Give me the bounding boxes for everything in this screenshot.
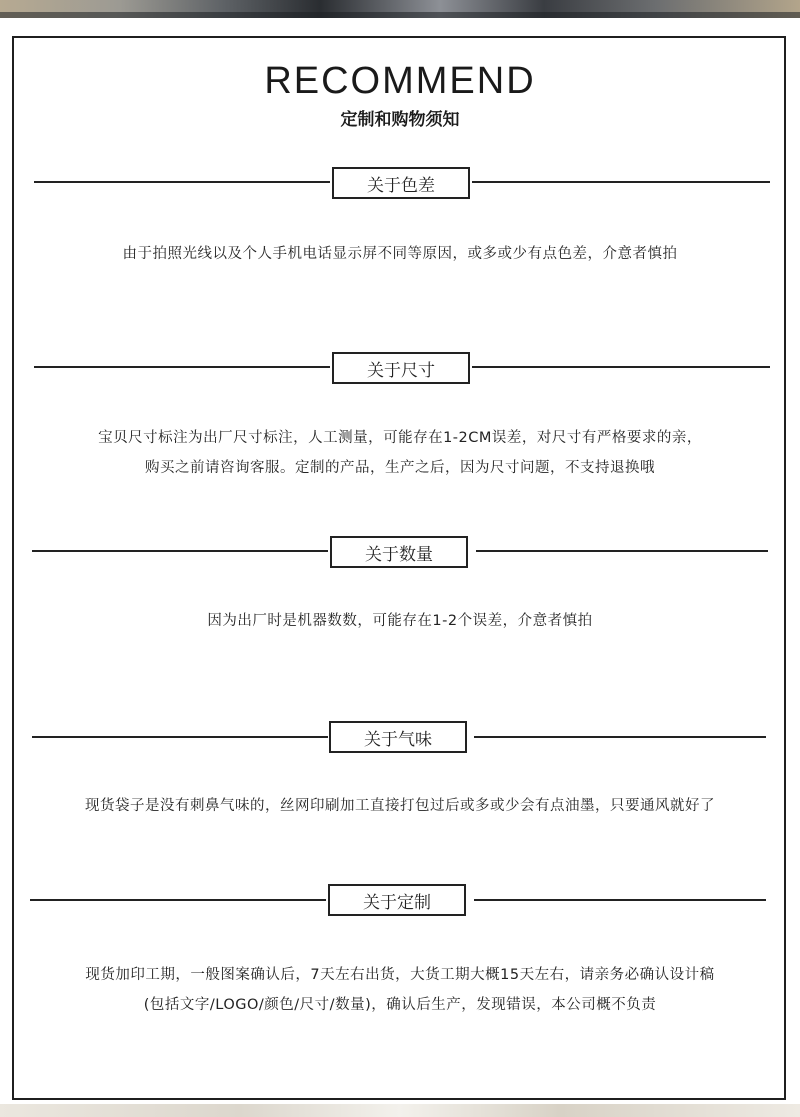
section-heading-color: 关于色差 — [332, 167, 470, 199]
section-text-line: 现货加印工期，一般图案确认后，7天左右出货，大货工期大概15天左右，请亲务必确认设计稿 — [85, 967, 715, 983]
section-divider-left — [34, 366, 330, 368]
section-text-line: 现货袋子是没有刺鼻气味的，丝网印刷加工直接打包过后或多或少会有点油墨，只要通风就好了 — [85, 798, 715, 814]
section-divider-left — [30, 899, 326, 901]
section-text-quantity — [0, 606, 800, 636]
section-divider-left — [34, 181, 330, 183]
bottom-photo-strip — [0, 1104, 800, 1117]
section-text-line: 购买之前请咨询客服。定制的产品，生产之后，因为尺寸问题，不支持退换哦 — [145, 460, 655, 476]
section-text-line: 宝贝尺寸标注为出厂尺寸标注，人工测量，可能存在1-2CM误差，对尺寸有严格要求的亲， — [98, 430, 702, 446]
section-heading-custom: 关于定制 — [328, 884, 466, 916]
section-divider-right — [472, 181, 770, 183]
section-text-smell — [0, 791, 800, 821]
page-subtitle: 定制和购物须知 — [340, 110, 460, 130]
top-photo-strip — [0, 0, 800, 18]
section-divider-right — [474, 899, 766, 901]
section-heading-size: 关于尺寸 — [332, 352, 470, 384]
section-divider-right — [472, 366, 770, 368]
section-text-size — [0, 423, 800, 483]
section-text-line: 由于拍照光线以及个人手机电话显示屏不同等原因，或多或少有点色差，介意者慎拍 — [122, 246, 678, 262]
section-text-line: (包括文字/LOGO/颜色/尺寸/数量)，确认后生产，发现错误，本公司概不负责 — [143, 997, 657, 1013]
section-divider-right — [474, 736, 766, 738]
section-heading-quantity: 关于数量 — [330, 536, 468, 568]
section-divider-left — [32, 550, 328, 552]
section-text-custom — [0, 960, 800, 1020]
section-heading-smell: 关于气味 — [329, 721, 467, 753]
section-text-line: 因为出厂时是机器数数，可能存在1-2个误差，介意者慎拍 — [207, 613, 593, 629]
section-divider-left — [32, 736, 328, 738]
section-text-color — [0, 239, 800, 269]
page-title: RECOMMEND — [264, 60, 536, 102]
section-divider-right — [476, 550, 768, 552]
